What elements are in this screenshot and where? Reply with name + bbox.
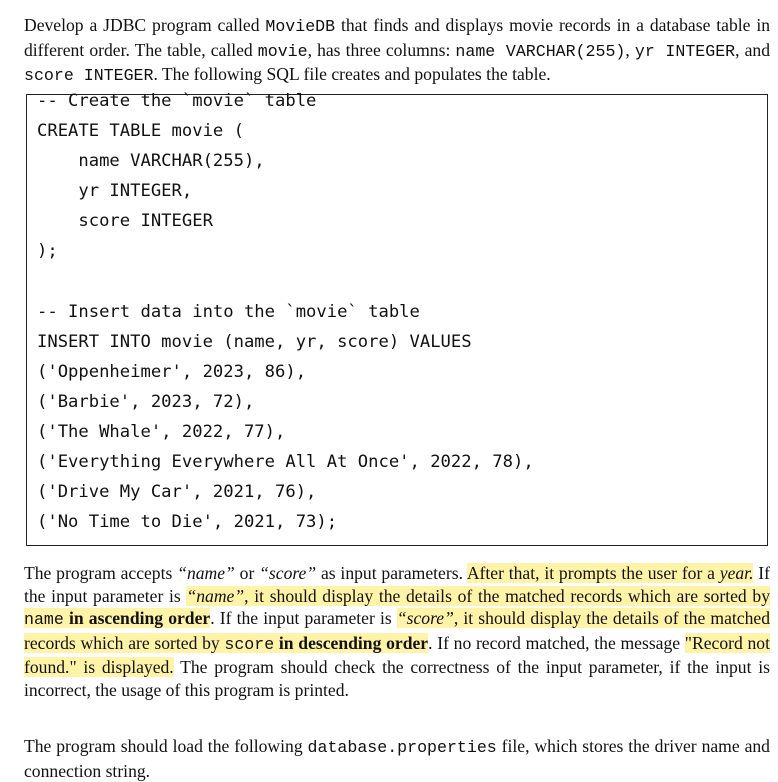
highlight-text: , it should display the details of the matched records which are sorted by xyxy=(244,585,770,606)
code-line: ('Everything Everywhere All At Once', 2022, 78), xyxy=(37,451,534,472)
intro-text: , xyxy=(625,39,635,60)
param-name: “name” xyxy=(186,585,245,606)
properties-filename: database.properties xyxy=(307,738,497,757)
intro-text: that finds and displays movie records in a database table in different order. The table, called xyxy=(24,15,770,60)
body-text: The program accepts xyxy=(24,563,178,583)
code-line: ('Barbie', 2023, 72), xyxy=(37,391,255,412)
code-line: name VARCHAR(255), xyxy=(37,150,265,171)
body-text: If the input parameter is xyxy=(24,563,771,606)
param-score: “score” xyxy=(259,563,317,583)
highlight-text: year. xyxy=(719,563,754,583)
sql-code-block xyxy=(26,90,768,546)
param-score: “score” xyxy=(396,608,454,628)
properties-paragraph xyxy=(24,735,770,782)
body-text: The program should check the correctness of the input parameter, if the input is incorrect, the usage of this program is printed. xyxy=(24,657,770,700)
body-text: The program should load the following xyxy=(24,736,308,756)
code-name: name xyxy=(24,610,64,629)
code-line: CREATE TABLE movie ( xyxy=(37,120,244,141)
code-line: ('The Whale', 2022, 77), xyxy=(37,421,286,442)
column-name: name VARCHAR(255) xyxy=(455,41,626,61)
code-line: INSERT INTO movie (name, yr, score) VALUES xyxy=(37,331,472,352)
code-line: ('Drive My Car', 2021, 76), xyxy=(37,481,317,502)
code-line: -- Create the `movie` table xyxy=(37,90,317,111)
code-line: ); xyxy=(37,240,58,261)
document-page xyxy=(24,14,771,781)
intro-paragraph xyxy=(24,14,770,88)
table-name: movie xyxy=(257,41,308,61)
code-line: ('Oppenheimer', 2023, 86), xyxy=(37,361,307,382)
highlight-bold: in ascending order xyxy=(63,608,211,628)
highlight-bold: descending order xyxy=(298,632,429,653)
intro-text: , has three columns: xyxy=(307,39,456,60)
intro-text: . The following SQL file creates and populates the table. xyxy=(153,64,551,84)
code-line: yr INTEGER, xyxy=(37,180,193,201)
highlight-text: After that, it prompts the user for a xyxy=(466,563,720,583)
column-score: score INTEGER xyxy=(24,66,154,85)
highlight xyxy=(467,563,754,583)
code-line: score INTEGER xyxy=(37,210,213,231)
intro-text: Develop a JDBC program called xyxy=(24,15,266,35)
body-text: file, which stores the driver name and connection string. xyxy=(24,736,770,781)
program-name: MovieDB xyxy=(265,17,336,36)
body-text: or xyxy=(234,563,260,583)
body-text: . If no record matched, the message xyxy=(428,632,685,653)
body-text: as input parameters. xyxy=(316,563,467,583)
highlight-bold: in xyxy=(274,632,299,653)
body-text: . If the input parameter is xyxy=(210,608,397,628)
column-yr: yr INTEGER xyxy=(634,41,736,61)
param-name: “name” xyxy=(177,563,235,583)
highlight-text: "Record not found." is displayed. xyxy=(24,632,770,677)
requirements-paragraph xyxy=(24,562,770,701)
code-line: ('No Time to Die', 2021, 73); xyxy=(37,511,338,532)
highlight-text: , it should display the details of the matched records which are sorted by xyxy=(24,608,770,653)
intro-text: , and xyxy=(735,39,770,60)
code-line: -- Insert data into the `movie` table xyxy=(37,301,420,322)
code-score: score xyxy=(224,634,275,654)
